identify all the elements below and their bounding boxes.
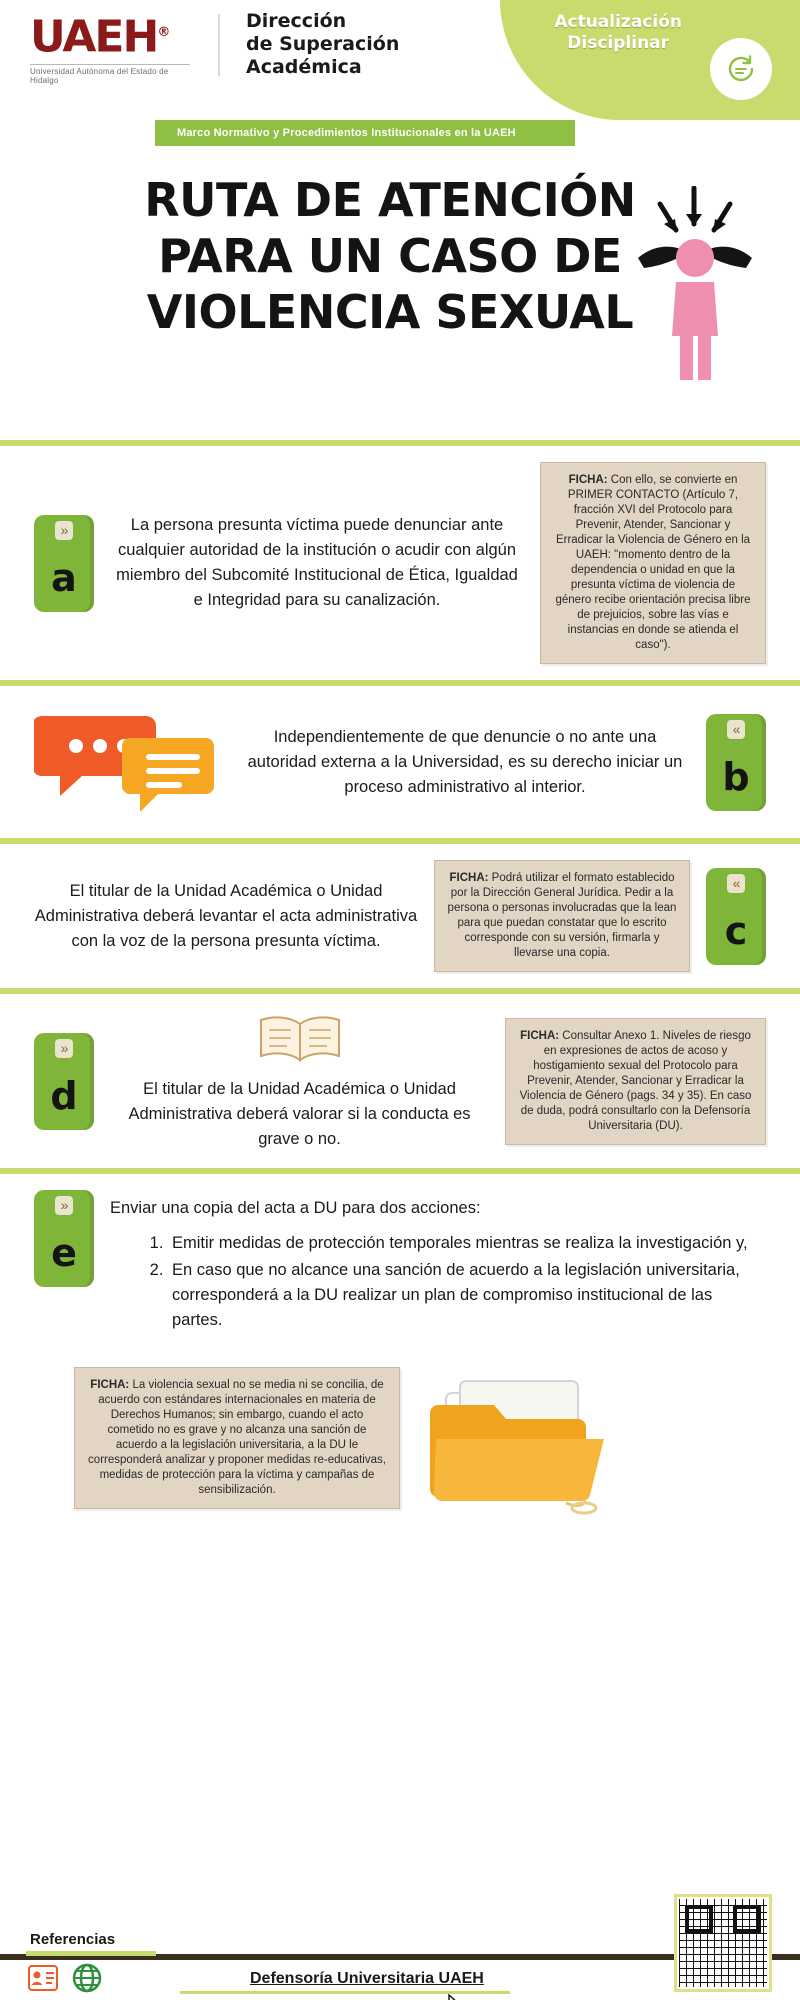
step-letter-tab-e [34,1190,94,1287]
step-text-e: Enviar una copia del acta a DU para dos acciones: [110,1199,481,1217]
ficha-label-e: FICHA: [90,1379,130,1391]
chevron-icon: » [55,1039,74,1058]
direction-line-1: Dirección [246,10,347,32]
uaeh-wordmark: UAEH® [30,11,169,63]
reference-icons [28,1963,102,1998]
actualizacion-badge [554,12,682,54]
step-letter-tab-b [706,714,766,811]
references-underline [26,1951,156,1956]
ficha-label-d: FICHA: [520,1029,560,1042]
ficha-text-a: Con ello, se convierte en PRIMER CONTACTO (Artículo 7, fracción XVI del Protocolo para Prevenir, Atender, Sancionar y Erradicar la Violencia de Género en la UAEH: "momento dentro de la dependencia o unidad en que la presunta víctima de violencia de género recibe orientación precisa libre de prejuicios, sobre las vías e instancias en donde se atienda el caso"). [555,474,751,651]
direction-title [246,10,399,79]
step-letter-d: d [50,1073,78,1118]
qr-code-icon[interactable] [674,1894,772,1992]
step-text-c: El titular de la Unidad Académica o Unidad Administrativa deberá levantar el acta administrativa con la voz de la persona presunta víctima. [34,881,418,950]
ficha-text-e: La violencia sexual no se media ni se concilia, de acuerdo con estándares internacionales en materia de Derechos Humanos; sin embargo, cuando el acto cometido no es grave y no alcanza una sanción de acuerdo a la legislación universitaria, a la DU le corresponderá analizar y proponer medidas re-educativas, medidas de protección para la víctima y campañas de sensibilización. [88,1379,386,1496]
chevron-icon: « [727,720,746,739]
badge-line-2: Disciplinar [567,33,670,53]
title-line-1: RUTA DE ATENCIÓN [144,173,636,227]
chevron-icon: « [727,874,746,893]
step-section-c [0,844,800,988]
globe-icon [72,1963,102,1998]
uaeh-logo-block [30,10,399,85]
ficha-label-a: FICHA: [568,474,608,486]
page-header [0,0,800,120]
direction-line-2: de Superación [246,33,400,55]
step-letter-e: e [51,1231,77,1275]
refresh-icon [710,38,772,100]
ficha-card-c [434,860,690,972]
step-section-e [0,1174,800,1539]
open-book-illustration [255,1010,345,1071]
chevron-icon: » [55,1196,74,1215]
chevron-icon: » [55,521,74,540]
step-e-action-list [150,1231,766,1333]
header-divider [218,14,220,76]
ficha-text-c: Podrá utilizar el formato establecido por la Dirección General Jurídica. Pedir a la persona o personas involucradas que la lean para que puedan constatar que lo escrito corresponde con su versión, firmarla y llevarse una copia. [447,872,677,959]
title-line-3: VIOLENCIA SEXUAL [146,285,634,339]
step-letter-tab-a [34,515,94,612]
step-text-d: El titular de la Unidad Académica o Unidad Administrativa deberá valorar si la conducta es grave o no. [128,1080,471,1148]
list-item: 1. Emitir medidas de protección temporales mientras se realiza la investigación y, [168,1231,766,1256]
step-text-b: Independientemente de que denuncie o no ante una autoridad externa a la Universidad, es su derecho iniciar un proceso administrativo al interior. [247,727,683,796]
ficha-card-d [505,1018,766,1145]
title-line-2: PARA UN CASO DE [158,229,622,283]
ficha-label-c: FICHA: [449,872,489,884]
speech-bubbles-illustration [34,702,224,822]
step-section-d [0,994,800,1168]
page-footer [0,1880,800,2000]
uaeh-logo [30,10,200,85]
marco-normativo-label: Marco Normativo y Procedimientos Institucionales en la UAEH [155,120,538,146]
registered-icon: ® [157,25,169,40]
ficha-text-d: Consultar Anexo 1. Niveles de riesgo en expresiones de actos de acoso y hostigamiento sexual del Protocolo para Prevenir, Atender, Sancionar y Erradicar la Violencia de Género (pags. 34 y 35). En caso de duda, podrá consultarlo con la Defensoría Universitaria (DU). [519,1029,752,1132]
id-card-icon [28,1965,58,1996]
marco-normativo-bar [0,120,800,146]
folder-documents-illustration [416,1353,616,1523]
step-letter-c: c [724,908,748,953]
step-section-b [0,686,800,838]
step-text-a: La persona presunta víctima puede denunciar ante cualquier autoridad de la institución o acudir con algún miembro del Subcomité Institucional de Ética, Igualdad e Integridad para su canalización. [116,516,518,609]
list-item: 2. En caso que no alcance una sanción de acuerdo a la legislación universitaria, corresponderá a la DU realizar un plan de compromiso institucional de las partes. [168,1258,766,1333]
ficha-card-a [540,462,766,664]
ficha-card-e [74,1367,400,1509]
references-label: Referencias [30,1931,116,1948]
victim-figure-illustration [630,186,760,386]
uaeh-full-name: Universidad Autónoma del Estado de Hidalgo [30,64,190,85]
step-section-a [0,446,800,680]
direction-line-3: Académica [246,56,362,78]
step-letter-b: b [722,754,750,799]
step-letter-tab-d [34,1033,94,1130]
step-letter-a: a [51,555,77,600]
defensoria-link[interactable]: Defensoría Universitaria UAEH [250,1970,484,1987]
step-letter-tab-c [706,868,766,965]
badge-line-1: Actualización [554,12,682,32]
title-section [0,146,800,440]
